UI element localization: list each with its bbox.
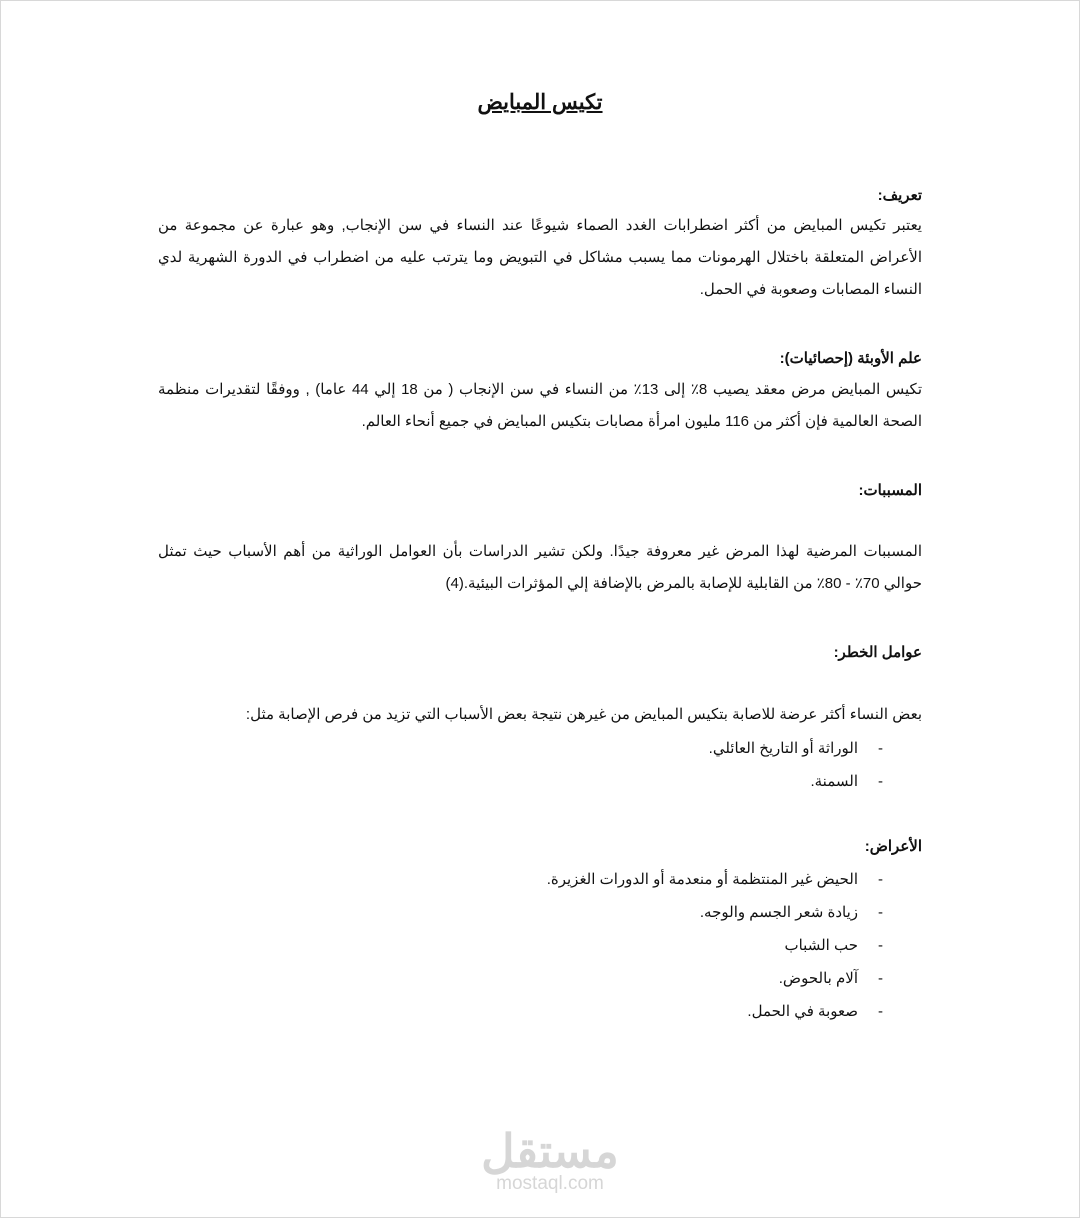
list-item: الوراثة أو التاريخ العائلي. [708, 740, 858, 757]
heading-symptoms: الأعراض: [864, 838, 922, 855]
bullet: - [878, 937, 883, 954]
document-title: تكيس المبايض [477, 91, 603, 114]
list-item: زيادة شعر الجسم والوجه. [699, 904, 858, 921]
paragraph-definition: يعتبر تكيس المبايض من أكثر اضطرابات الغدد الصماء شيوعًا عند النساء في سن الإنجاب, وهو عبارة عن مجموعة من الأعراض المتعلقة باختلال الهرمونات مما يسبب مشاكل في التبويض وما يترتب عليه من اضطراب في الدورة الشهرية لدي النساء المصابات وصعوبة في الحمل. [158, 217, 922, 298]
bullet: - [878, 871, 883, 888]
list-item: آلام بالحوض. [778, 970, 858, 987]
list-item: صعوبة في الحمل. [747, 1003, 858, 1020]
heading-causes: المسببات: [858, 482, 922, 499]
list-item: حب الشباب [784, 937, 858, 954]
watermark-url: mostaql.com [496, 1173, 604, 1194]
heading-risk-factors: عوامل الخطر: [833, 644, 922, 661]
bullet: - [878, 904, 883, 921]
paragraph-causes: المسببات المرضية لهذا المرض غير معروفة جيدًا. ولكن تشير الدراسات بأن العوامل الوراثية من أهم الأسباب حيث تمثل حوالي 70٪ - 80٪ من القابلية للإصابة بالمرض بالإضافة إلي المؤثرات البيئية.(4) [158, 543, 922, 592]
bullet: - [878, 773, 883, 790]
paragraph-epidemiology: تكيس المبايض مرض معقد يصيب 8٪ إلى 13٪ من النساء في سن الإنجاب ( من 18 إلي 44 عاما) , ووفقًا لتقديرات منظمة الصحة العالمية فإن أكثر من 116 مليون امرأة مصابات بتكيس المبايض في جميع أنحاء العالم. [158, 381, 923, 430]
bullet: - [878, 740, 883, 757]
heading-definition: تعريف: [877, 187, 922, 204]
paragraph-risk-factors: بعض النساء أكثر عرضة للاصابة بتكيس المبايض من غيرهن نتيجة بعض الأسباب التي تزيد من فرص الإصابة مثل: [245, 706, 922, 723]
watermark-arabic: مستقل [481, 1125, 619, 1177]
bullet: - [878, 1003, 883, 1020]
bullet: - [878, 970, 883, 987]
list-item: السمنة. [810, 773, 858, 790]
list-item: الحيض غير المنتظمة أو منعدمة أو الدورات الغزيرة. [546, 871, 858, 888]
heading-epidemiology: علم الأوبئة (إحصائيات): [779, 350, 922, 367]
watermark-logo [450, 1125, 650, 1194]
